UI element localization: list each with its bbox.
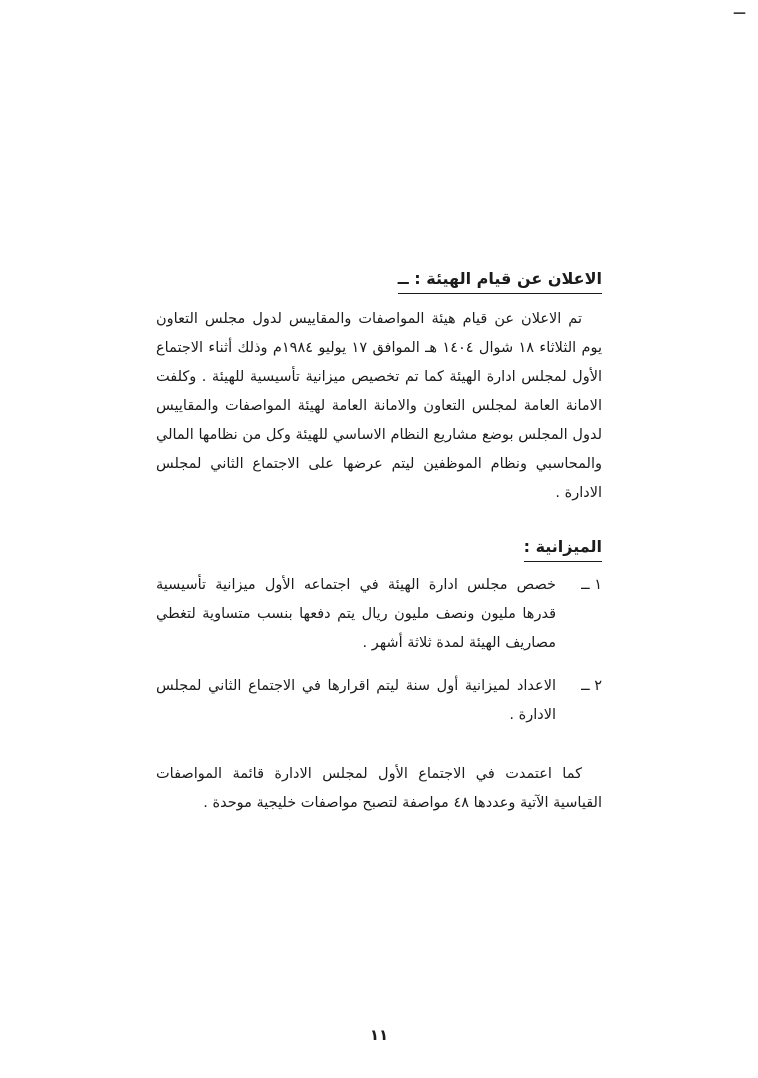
list-item-text: خصص مجلس ادارة الهيئة في اجتماعه الأول ميزانية تأسيسية قدرها مليون ونصف مليون ريال يتم دفعها بنسب متساوية لتغطي مصاريف الهيئة لمدة ثلاثة أشهر . <box>156 577 556 651</box>
list-item <box>156 571 602 658</box>
budget-heading-row <box>156 534 602 563</box>
announcement-paragraph: تم الاعلان عن قيام هيئة المواصفات والمقاييس لدول مجلس التعاون يوم الثلاثاء ١٨ شوال ١٤٠٤ هـ الموافق ١٧ يوليو ١٩٨٤م وذلك أثناء الاجتماع الأول لمجلس ادارة الهيئة كما تم تخصيص ميزانية تأسيسية للهيئة . وكلفت الامانة العامة لمجلس التعاون والامانة العامة لهيئة المواصفات والمقاييس لدول المجلس بوضع مشاريع النظام الاساسي للهيئة وكل من نظامها المالي والمحاسبي ونظام الموظفين ليتم عرضها على الاجتماع الثاني لمجلس الادارة . <box>156 311 602 501</box>
list-item-number: ٢ ــ <box>581 678 602 694</box>
corner-dash-mark: — <box>733 6 746 21</box>
closing-paragraph: كما اعتمدت في الاجتماع الأول لمجلس الادارة قائمة المواصفات القياسية الآتية وعددها ٤٨ مواصفة لتصبح مواصفات خليجية موحدة . <box>156 766 602 811</box>
page-number: ١١ <box>369 1026 389 1044</box>
announcement-heading-row <box>156 266 602 295</box>
section-heading-budget: الميزانية : <box>524 536 602 562</box>
list-item-text: الاعداد لميزانية أول سنة ليتم اقرارها في الاجتماع الثاني لمجلس الادارة . <box>156 678 556 723</box>
budget-list <box>156 571 602 730</box>
section-heading-announcement: الاعلان عن قيام الهيئة : ــ <box>398 268 602 294</box>
list-item <box>156 672 602 730</box>
list-item-number: ١ ــ <box>581 577 602 593</box>
page-content <box>156 266 602 844</box>
